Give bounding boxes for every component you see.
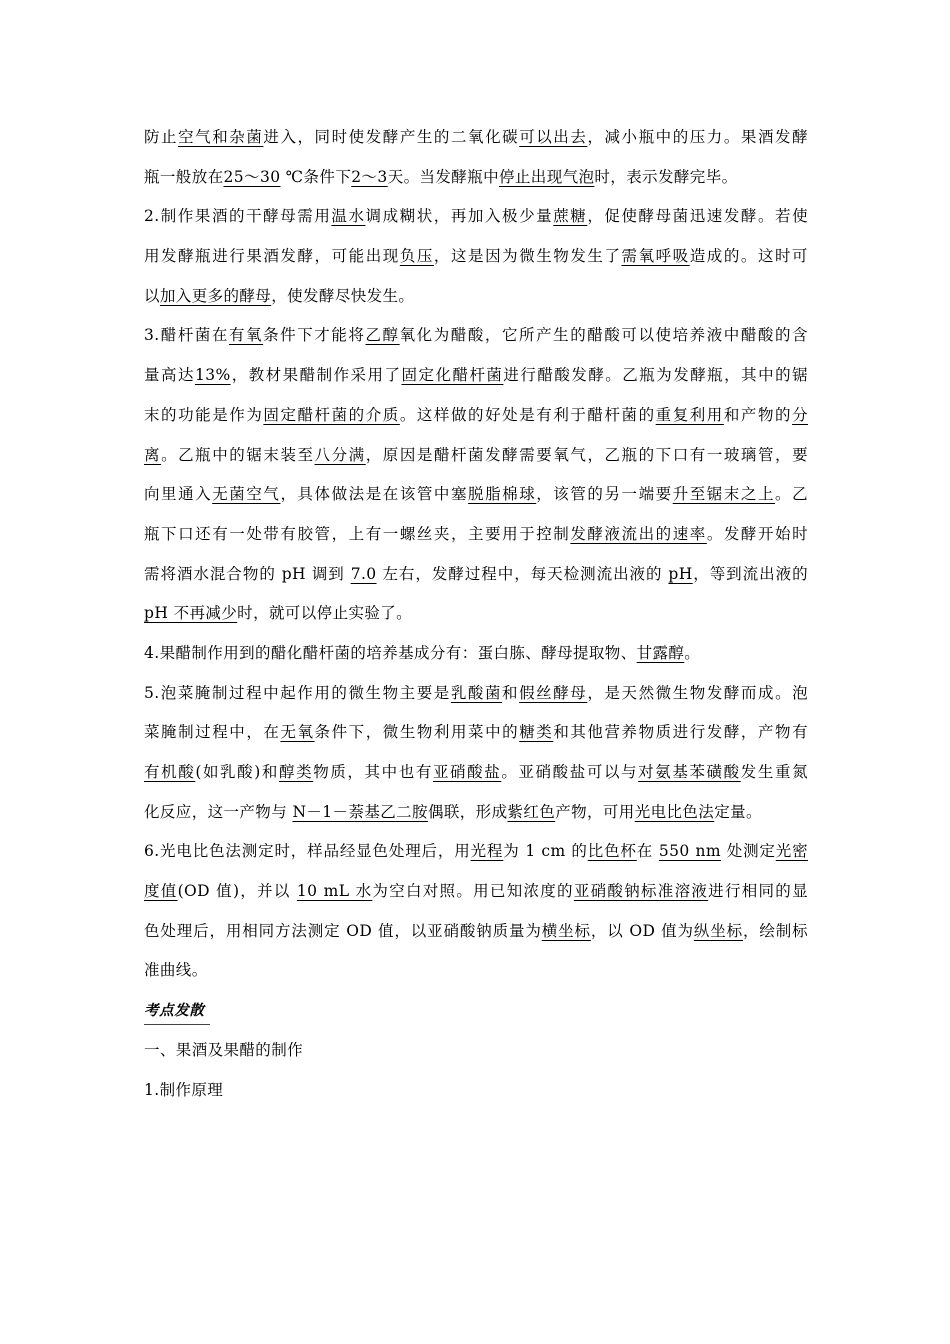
section-tag-line [144,991,808,1031]
text-line [144,555,808,595]
text-span: 需将酒水混合物的 pH 调到 [144,564,351,583]
text-span: 末的功能是作为 [144,405,264,424]
answer-blank: 亚硝酸钠标准溶液 [573,882,709,901]
text-span: 瓶一般放在 [144,167,224,186]
text-line [144,158,808,198]
answer-blank: 负压 [399,247,434,266]
text-span: 。亚硝酸盐可以与 [501,763,639,781]
text-span: 在 [636,842,659,861]
text-line [144,356,808,396]
answer-blank: 2～3 [351,167,388,186]
text-span: 和产物的 [723,405,793,424]
answer-blank: 横坐标 [541,921,591,940]
answer-blank: 对氨基苯磺酸 [638,763,741,781]
answer-blank: 有氧 [229,326,264,345]
text-line [144,912,808,952]
body-text [144,118,808,991]
text-span: 定量。 [714,802,762,821]
answer-blank: 比色杯 [587,842,637,861]
text-span: ，促使酵母菌迅速发酵。若使 [587,207,808,226]
text-span: ，以 OD 值为 [590,921,694,940]
answer-blank: 可以出去 [519,128,588,146]
answer-blank: 13% [194,366,231,385]
text-span: 2.制作果酒的干酵母需用 [144,207,332,226]
text-span: 进行相同的显 [708,882,808,901]
text-span: 天。当发酵瓶中 [387,167,499,186]
answer-blank: 八分满 [314,445,366,464]
text-span: ，绘制标 [743,921,809,940]
answer-blank: 蔗糖 [553,207,588,226]
text-span: ，等到流出液的 [692,564,808,583]
text-span: 为 1 cm 的 [503,842,588,861]
text-span: 造成的。这时可 [689,247,808,266]
answer-blank: 醇类 [279,763,314,781]
text-span: 时，就可以停止实验了。 [237,604,413,623]
text-span: 进行醋酸发酵。乙瓶为发酵瓶，其中的锯 [503,366,808,385]
text-span: 。乙瓶中的锯末装至 [161,445,315,464]
text-span: 条件下，微生物利用菜中的 [314,723,520,742]
text-line [144,316,808,356]
section-tag: 考点发散 [144,991,204,1031]
text-span: ，减小瓶中的压力。果酒发酵 [587,128,808,146]
text-span: ，使发酵尽快发生。 [271,286,415,305]
text-span: (OD 值)，并以 [177,882,297,901]
answer-blank: 度值 [144,882,178,901]
answer-blank: 纵坐标 [693,921,743,940]
text-span: 6.光电比色法测定时，样品经显色处理后，用 [144,842,471,861]
answer-blank: 重复利用 [655,405,724,424]
text-span: 3.醋杆菌在 [144,326,229,345]
answer-blank: 550 nm [658,842,721,861]
text-line [144,237,808,277]
text-span: 和其他营养物质进行发酵，产物有 [553,723,808,742]
text-span: (如乳酸)和 [195,763,280,781]
answer-blank: 固定醋杆菌的介质 [263,405,400,424]
answer-blank: 固定化醋杆菌 [401,366,504,385]
text-line [144,634,808,674]
answer-blank: 光程 [470,842,504,861]
answer-blank: pH [668,564,693,583]
section-heading: 一、果酒及果醋的制作 [144,1040,304,1059]
text-span: 色处理后，用相同方法测定 OD 值，以亚硝酸钠质量为 [144,921,542,940]
text-span: 向里通入 [144,485,213,504]
text-line [144,951,808,991]
document-page [144,118,808,1110]
text-span: 以 [144,286,160,305]
text-line [144,515,808,555]
text-line [144,396,808,436]
text-span: ，是天然微生物发酵而成。泡 [587,683,809,702]
answer-blank: 亚硝酸盐 [432,763,502,781]
text-span: ，这是因为微生物发生了 [433,247,622,266]
answer-blank: 需氧呼吸 [621,247,690,266]
text-span: ，具体做法是在该管中塞 [280,485,469,504]
text-span: 为空白对照。用已知浓度的 [372,882,574,901]
answer-blank: 甘露醇 [636,643,685,662]
text-span: 调成糊状，再加入极少量 [365,207,554,226]
text-span: 物质，其中也有 [313,763,433,781]
answer-blank: 光电比色法 [634,802,715,821]
answer-blank: 发酵液流出的速率 [570,524,707,543]
text-span: 防止 [144,128,179,146]
text-line [144,436,808,476]
answer-blank: 离 [144,445,162,464]
answer-blank: 无菌空气 [212,485,281,504]
answer-blank: 无氧 [280,723,315,742]
text-span: ，该管的另一端要 [536,485,673,504]
text-span: 。 [684,643,701,662]
text-span: 。发酵开始时 [706,524,808,543]
text-span: 进入，同时使发酵产生的二氧化碳 [263,128,520,146]
text-span: ，原因是醋杆菌发酵需要氧气，乙瓶的下口有一玻璃管，要 [365,445,809,464]
answer-blank: N－1－萘基乙二胺 [292,802,428,821]
text-span: 氧化为醋酸，它所产生的醋酸可以使培养液中醋酸的含 [399,326,808,345]
text-line [144,118,808,158]
text-line [144,197,808,237]
text-line [144,475,808,515]
text-span: 5.泡菜腌制过程中起作用的微生物主要是 [144,683,451,702]
text-span: 产物，可用 [555,802,635,821]
text-span: 条件下才能将 [263,326,366,345]
subsection-heading: 1.制作原理 [144,1080,224,1099]
text-line [144,753,808,793]
answer-blank: 乳酸菌 [450,683,503,702]
text-line [144,832,808,872]
text-span: 4.果醋制作用到的醋化醋杆菌的培养基成分有：蛋白胨、酵母提取物、 [144,643,637,662]
text-span: 处测定 [720,842,776,861]
answer-blank: 分 [792,405,808,424]
text-span: 。这样做的好处是有利于醋杆菌的 [399,405,656,424]
text-span: 菜腌制过程中，在 [144,723,281,742]
text-span: 用发酵瓶进行果酒发酵，可能出现 [144,247,400,266]
answer-blank: 脱脂棉球 [468,485,537,504]
text-span: 偶联，形成 [427,802,508,821]
text-line [144,713,808,753]
answer-blank: 温水 [331,207,366,226]
answer-blank: 停止出现气泡 [499,167,595,186]
answer-blank: 糖类 [519,723,554,742]
text-span: 量高达 [144,366,195,385]
answer-blank: 加入更多的酵母 [159,286,272,305]
text-span: 瓶下口还有一处带有胶管，上有一螺丝夹，主要用于控制 [144,524,571,543]
answer-blank: pH 不再减少 [144,604,238,623]
text-line [144,793,808,833]
answer-blank: 升至锯末之上 [672,485,776,504]
text-span: ℃条件下 [280,167,352,186]
text-span: 时，表示发酵完毕。 [594,167,738,186]
text-line [144,674,808,714]
text-line [144,872,808,912]
answer-blank: 紫红色 [507,802,556,821]
answer-blank: 假丝酵母 [519,683,588,702]
answer-blank: 10 mL 水 [296,882,373,901]
answer-blank: 25～30 [223,167,281,186]
text-line [144,594,808,634]
text-span: 和 [502,683,520,702]
text-span: 左右，发酵过程中，每天检测流出液的 [376,564,669,583]
answer-blank: 有机酸 [144,763,196,781]
answer-blank: 乙醇 [365,326,400,345]
text-span: ，教材果醋制作采用了 [230,366,402,385]
text-line [144,277,808,317]
text-span: 化反应，这一产物与 [144,802,293,821]
answer-blank: 7.0 [350,564,377,583]
text-span: 。乙 [775,485,808,504]
answer-blank: 光密 [775,842,809,861]
text-span: 发生重氮 [740,763,808,781]
answer-blank: 空气和杂菌 [178,128,264,146]
text-span: 准曲线。 [144,961,208,980]
